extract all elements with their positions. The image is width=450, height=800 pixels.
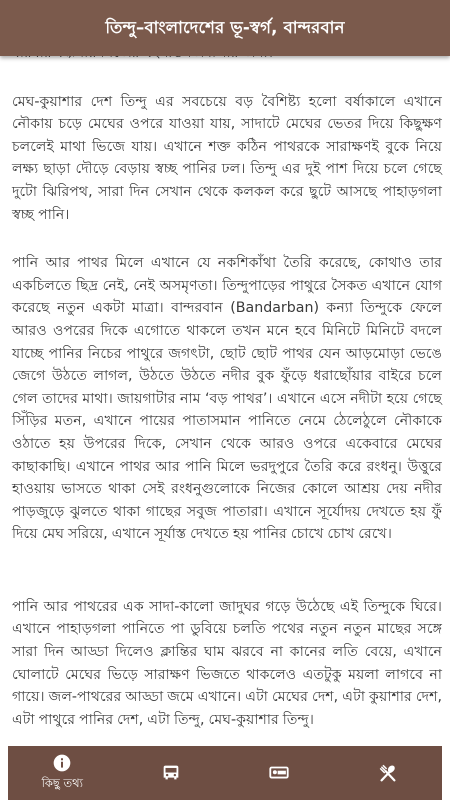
article-paragraph-2: পানি আর পাথর মিলে এখানে যে নকশিকাঁথা তৈরি করেছে, কোথাও তার একচিলতে ছিদ্র নেই, নেই অসমৃণতা। তিন্দুপাড়ের পাথুরে সৈকত এখানে যোগ করেছে নতুন একটা মাত্রা। বান্দরবান (Bandarban) কন্যা তিন্দুকে ফেলে আরও ওপরের দিকে এগোতে থাকলে তখন মনে হবে মিনিটে মিনিটে বদলে যাচ্ছে পানির নিচের পাথুরে জগৎটা, ছোট ছোট পাথর যেন আড়মোড়া ভেঙে জেগে উঠতে লাগল, উঠতে উঠতে নদীর বুক ফুঁড়ে ধরাছোঁয়ার বাইরে চলে গেল তাদের মাথা। জায়গাটার নাম ‘বড় পাথর’। এখানে এসে নদীটা হয়ে গেছে সিঁড়ির মতন, এখানে পায়ের পাতাসমান পানিতে নেমে ঠেলেঠুলে নৌকাকে ওঠাতে হয় উপরের দিকে, সেখান থেকে আরও ওপরে একেবারে মেঘের কাছাকাছি। এখানে পাথর আর পানি মিলে ভরদুপুরে তৈরি করে রংধনু। উত্তুরে হাওয়ায় ভাসতে থাকা সেই রংধনুগুলোকে নিজের কোলে আশ্রয় দেয় নদীর পাড়জুড়ে ঝুলতে থাকা গাছের সবুজ পাতারা। এখানে সূর্যোদয় দেখতে হয় ফুঁ দিয়ে মেঘ সরিয়ে, এখানে সূর্যাস্ত দেখতে হয় পানির চোখে চোখ রেখে। (12, 255, 442, 543)
nav-item-hotel[interactable] (225, 746, 334, 800)
article-paragraph-3: পানি আর পাথরের এক সাদা-কালো জাদুঘর গড়ে উঠেছে এই তিন্দুকে ঘিরে। এখানে পাহাড়গলা পানিতে পা ডুবিয়ে চলতি পথের নতুন নতুন মাছের সঙ্গে সারা দিন আড্ডা দিলেও ক্লান্তির ঘাম ঝরবে না কানের লতি বেয়ে, এখানে ঘোলাটে মেঘের ভিড়ে সারাক্ষণ ভিজতে থাকলেও এতটুকু ময়লা লাগবে না গায়ে। জল-পাথরের আড্ডা জমে এখানে। এটা মেঘের দেশ, এটা কুয়াশার দেশ, এটা পাথুরে পানির দেশ, এটা তিন্দু, মেঘ-কুয়াশার তিন্দু। (12, 598, 442, 728)
page-title: তিন্দু–বাংলাদেশের ভূ-স্বর্গ, বান্দরবান (105, 17, 345, 37)
nav-item-info-label: কিছু তথ্য (41, 776, 83, 790)
bottom-navigation (8, 746, 442, 800)
bus-icon (160, 762, 182, 784)
restaurant-icon (377, 762, 399, 784)
nav-item-transport[interactable] (117, 746, 226, 800)
app-bar (0, 0, 450, 56)
nav-item-food[interactable] (334, 746, 443, 800)
article-paragraph-1: মেঘ-কুয়াশার দেশ তিন্দু এর সবচেয়ে বড় বৈশিষ্ট্য হলো বর্ষাকালে এখানে নৌকায় চড়ে মেঘের ওপরে যাওয়া যায়, সাদাটে মেঘের ভেতর দিয়ে কিছুক্ষণ চললেই মাথা ভিজে যায়। এখানে শক্ত কঠিন পাথরকে সারাক্ষণই বুকে নিয়ে লক্ষ্য ছাড়া দৌড়ে বেড়ায় স্বচ্ছ পানির ঢল। তিন্দু এর দুই পাশ দিয়ে চলে গেছে দুটো ঝিরিপথ, সারা দিন সেখান থেকে কলকল করে ছুটে আসছে পাহাড়গলা স্বচ্ছ পানি। (12, 93, 442, 223)
bed-icon (268, 762, 290, 784)
article-body (12, 42, 442, 757)
nav-item-info[interactable] (8, 746, 117, 800)
article-scroll-area[interactable] (0, 56, 450, 746)
info-icon (51, 752, 73, 774)
